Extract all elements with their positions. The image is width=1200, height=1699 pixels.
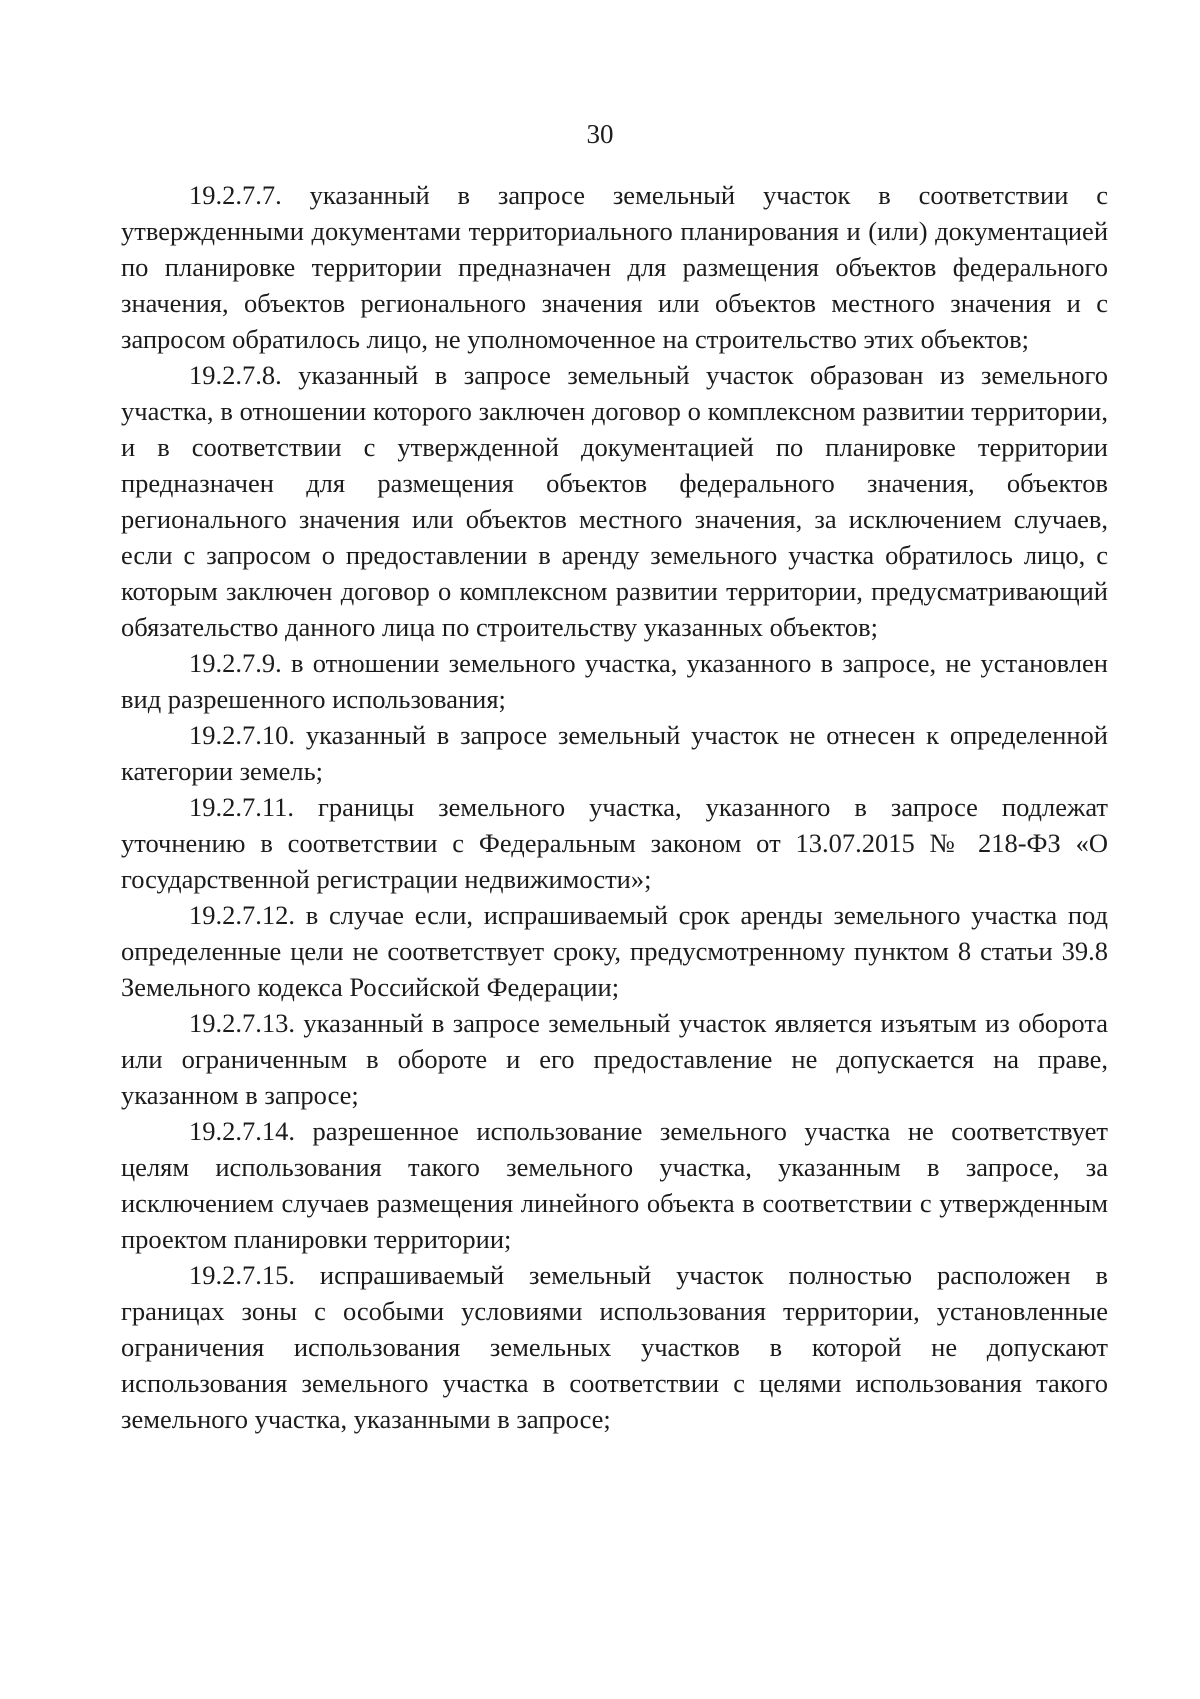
clause-19-2-7-12: 19.2.7.12. в случае если, испрашиваемый срок аренды земельного участка под определенные цели не соответствует сроку, предусмотренному пунктом 8 статьи 39.8 Земельного кодекса Российской Федерации;: [121, 900, 1108, 1002]
clause-19-2-7-8: 19.2.7.8. указанный в запросе земельный участок образован из земельного участка, в отношении которого заключен договор о комплексном развитии территории, и в соответствии с утвержденной документацией по планировке территории предназначен для размещения объектов федерального значения, объектов регионального значения или объектов местного значения, за исключением случаев, если с запросом о предоставлении в аренду земельного участка обратилось лицо, с которым заключен договор о комплексном развитии территории, предусматривающий обязательство данного лица по строительству указанных объектов;: [121, 360, 1108, 642]
clause-19-2-7-13: 19.2.7.13. указанный в запросе земельный участок является изъятым из оборота или ограниченным в обороте и его предоставление не допускается на праве, указанном в запросе;: [121, 1008, 1108, 1110]
clause-19-2-7-14: 19.2.7.14. разрешенное использование земельного участка не соответствует целям использования такого земельного участка, указанным в запросе, за исключением случаев размещения линейного объекта в соответствии с утвержденным проектом планировки территории;: [121, 1116, 1108, 1254]
page-number: 30: [586, 119, 614, 149]
clause-19-2-7-15: 19.2.7.15. испрашиваемый земельный участок полностью расположен в границах зоны с особыми условиями использования территории, установленные ограничения использования земельных участков в которой не допускают использования земельного участка в соответствии с целями использования такого земельного участка, указанными в запросе;: [121, 1260, 1108, 1434]
document-body: [121, 177, 1108, 1437]
clause-19-2-7-7: 19.2.7.7. указанный в запросе земельный участок в соответствии с утвержденными документами территориального планирования и (или) документацией по планировке территории предназначен для размещения объектов федерального значения, объектов регионального значения или объектов местного значения и с запросом обратилось лицо, не уполномоченное на строительство этих объектов;: [121, 180, 1108, 354]
clause-19-2-7-11: 19.2.7.11. границы земельного участка, указанного в запросе подлежат уточнению в соответствии с Федеральным законом от 13.07.2015 № 218-ФЗ «О государственной регистрации недвижимости»;: [121, 792, 1108, 894]
clause-19-2-7-9: 19.2.7.9. в отношении земельного участка, указанного в запросе, не установлен вид разрешенного использования;: [121, 648, 1108, 714]
clause-19-2-7-10: 19.2.7.10. указанный в запросе земельный участок не отнесен к определенной категории земель;: [121, 720, 1108, 786]
